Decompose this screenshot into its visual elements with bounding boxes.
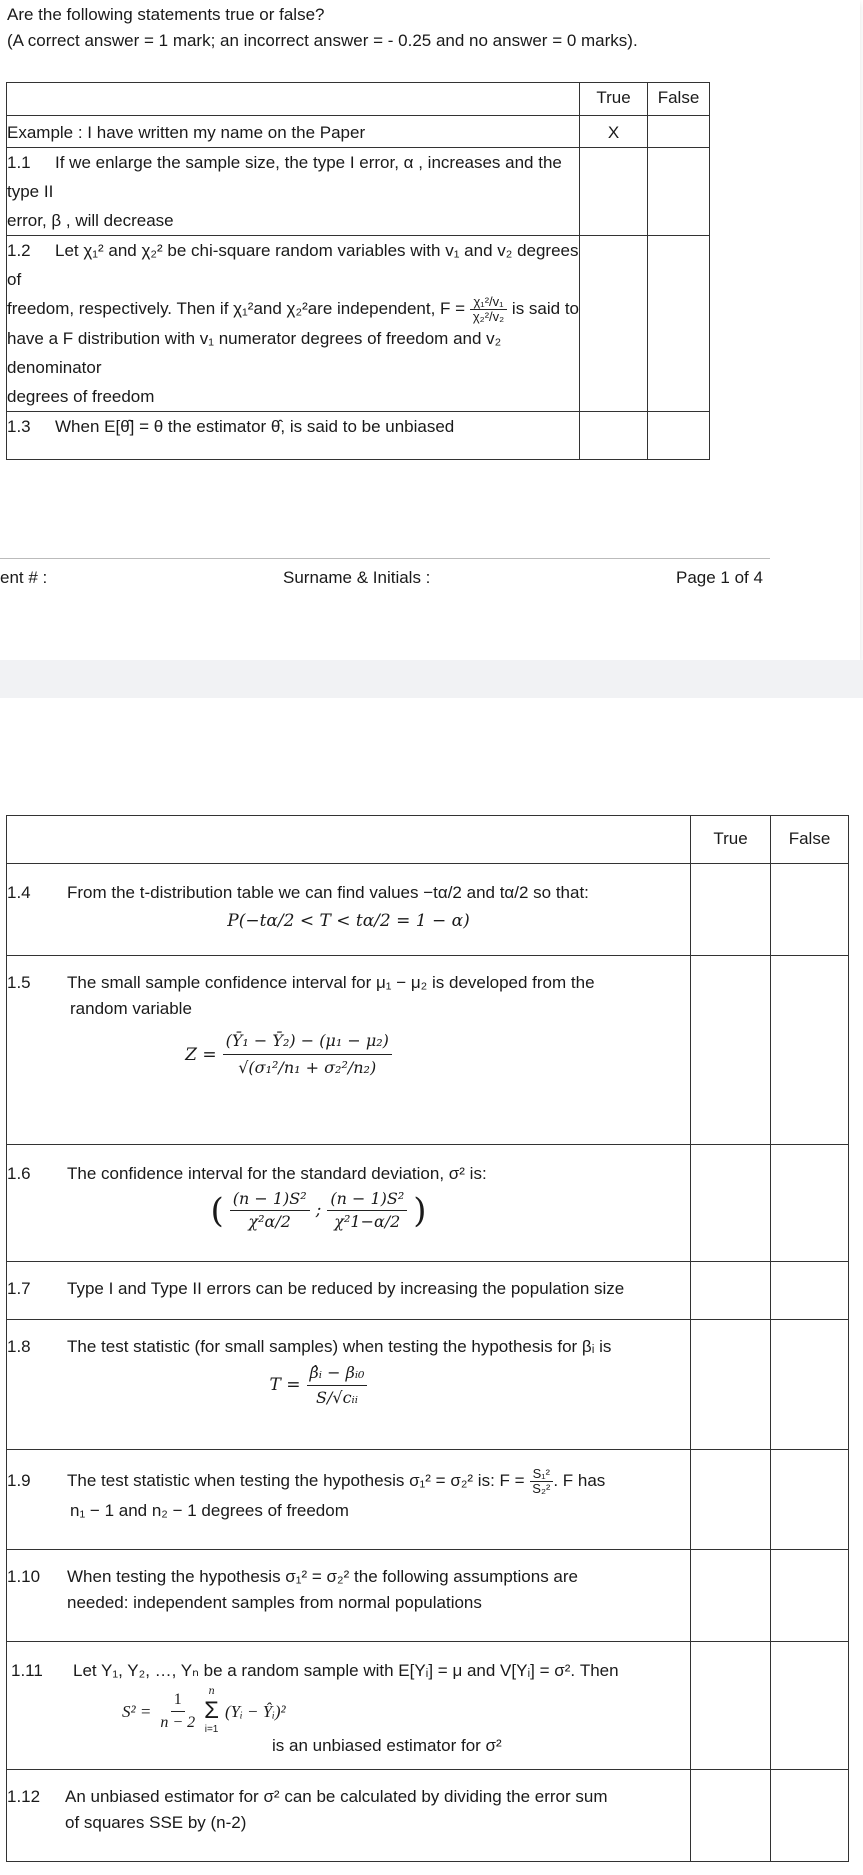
question-number: 1.8	[7, 1337, 31, 1356]
answer-false-cell[interactable]	[771, 1770, 849, 1862]
answer-false-cell[interactable]	[771, 956, 849, 1145]
question-number: 1.12	[7, 1787, 41, 1806]
header-blank	[7, 83, 580, 116]
interval-upper-denominator: χ²1−α/2	[334, 1212, 401, 1231]
question-row-1-7	[7, 1262, 849, 1320]
question-number: 1.9	[7, 1471, 31, 1490]
coefficient-denominator: n − 2	[160, 1713, 196, 1731]
summation-lower: i=1	[204, 1724, 219, 1735]
s-squared-lhs: S² =	[122, 1701, 152, 1721]
answer-true-cell[interactable]	[691, 1320, 771, 1450]
header-false: False	[771, 816, 849, 864]
question-1-10-text	[7, 1550, 691, 1642]
question-1-5-line-1: The small sample confidence interval for μ₁ − μ₂ is developed from the	[67, 973, 595, 992]
question-number: 1.2	[7, 241, 31, 260]
question-1-2-line-4: degrees of freedom	[7, 387, 155, 407]
t-denominator: S/√cᵢᵢ	[316, 1388, 358, 1407]
table-header-row	[7, 83, 710, 116]
f-numerator: S₁²	[530, 1467, 553, 1482]
answer-true-cell[interactable]	[580, 236, 648, 412]
question-number: 1.4	[7, 883, 31, 902]
question-1-7-text	[7, 1262, 691, 1320]
question-1-9-line-1b: . F has	[553, 1471, 606, 1490]
header-true: True	[691, 816, 771, 864]
question-row-1-3	[7, 412, 710, 460]
z-formula	[7, 1028, 690, 1081]
question-number: 1.1	[7, 153, 31, 172]
table-header-row	[7, 816, 849, 864]
interval-lower-denominator: χ²α/2	[248, 1212, 291, 1231]
question-number: 1.6	[7, 1164, 31, 1183]
answer-false-cell[interactable]	[771, 864, 849, 956]
right-paren: )	[413, 1190, 427, 1231]
question-1-9-text	[7, 1450, 691, 1550]
footer-page-number: Page 1 of 4	[676, 568, 763, 587]
question-1-4-text	[7, 864, 691, 956]
question-row-1-6	[7, 1145, 849, 1262]
question-1-10-line-2: needed: independent samples from normal populations	[67, 1593, 482, 1612]
question-row-1-9	[7, 1450, 849, 1550]
t-numerator: β̂ᵢ − βᵢ₀	[307, 1361, 368, 1386]
question-1-5-text	[7, 956, 691, 1145]
question-row-1-10	[7, 1550, 849, 1642]
answer-false-cell[interactable]	[771, 1642, 849, 1770]
answer-true-cell[interactable]	[691, 1770, 771, 1862]
question-1-1-line-1: If we enlarge the sample size, the type I error, α , increases and the type II	[7, 153, 562, 201]
answer-true-cell[interactable]	[691, 1642, 771, 1770]
left-paren: (	[210, 1190, 224, 1231]
question-1-3-statement: When E[θ̂] = θ the estimator θ̂, is said to be unbiased	[55, 417, 455, 437]
question-row-1-2	[7, 236, 710, 412]
question-row-1-4	[7, 864, 849, 956]
interval-lower-fraction	[230, 1188, 310, 1233]
question-table-page-1	[6, 82, 710, 460]
s-squared-coefficient	[157, 1689, 198, 1734]
question-number: 1.10	[7, 1567, 41, 1586]
question-1-2-line-3: have a F distribution with v₁ numerator degrees of freedom and v₂ denominator	[7, 329, 502, 378]
question-number: 1.5	[7, 973, 31, 992]
question-1-11-line-1: Let Y₁, Y₂, …, Yₙ be a random sample with E[Yᵢ] = μ and V[Yᵢ] = σ². Then	[73, 1661, 619, 1680]
z-numerator: (Ȳ₁ − Ȳ₂) − (μ₁ − μ₂)	[223, 1028, 392, 1055]
header-blank	[7, 816, 691, 864]
question-1-5-line-2: random variable	[70, 999, 192, 1018]
summation-term: (Yᵢ − Ŷᵢ)²	[224, 1701, 286, 1721]
question-1-4-formula: P(−tα/2 < T < tα/2 = 1 − α)	[227, 911, 470, 931]
footer-rule	[0, 558, 770, 559]
answer-true-cell[interactable]	[691, 1262, 771, 1320]
question-row-1-5	[7, 956, 849, 1145]
question-1-9-line-2: n₁ − 1 and n₂ − 1 degrees of freedom	[70, 1501, 349, 1520]
footer-student-number: ent # :	[0, 568, 48, 587]
interval-upper-fraction	[327, 1188, 407, 1233]
interval-lower-numerator: (n − 1)S²	[230, 1188, 310, 1211]
answer-true-cell[interactable]	[691, 1145, 771, 1262]
question-number: 1.7	[7, 1279, 31, 1298]
f-denominator: S₂²	[532, 1481, 551, 1497]
question-1-1-line-2: error, β , will decrease	[7, 211, 174, 230]
z-formula-lhs: Z =	[185, 1044, 217, 1065]
question-1-11-text	[7, 1642, 691, 1770]
question-row-1-8	[7, 1320, 849, 1450]
answer-false-cell[interactable]	[771, 1320, 849, 1450]
sigma-icon: Σ	[204, 1697, 219, 1724]
answer-true-cell[interactable]	[691, 1550, 771, 1642]
t-formula	[7, 1361, 690, 1410]
question-table-page-2	[6, 815, 849, 1862]
question-1-3-text	[7, 412, 580, 460]
question-1-2-line-1: Let χ₁² and χ₂² be chi-square random variables with v₁ and v₂ degrees of	[7, 241, 579, 289]
footer-surname: Surname & Initials :	[283, 568, 431, 587]
t-formula-lhs: T =	[269, 1375, 301, 1395]
question-1-12-line-1: An unbiased estimator for σ² can be calculated by dividing the error sum	[65, 1787, 608, 1806]
example-row	[7, 116, 710, 148]
page-gap	[0, 660, 863, 698]
question-1-6-line-1: The confidence interval for the standard deviation, σ² is:	[67, 1164, 487, 1183]
question-1-4-line-1: From the t-distribution table we can find values −tα/2 and tα/2 so that:	[67, 883, 589, 902]
f-ratio-fraction	[470, 295, 507, 324]
answer-true-cell[interactable]	[691, 956, 771, 1145]
instructions-line-1: Are the following statements true or false?	[7, 5, 325, 24]
z-fraction	[223, 1028, 392, 1081]
question-row-1-11	[7, 1642, 849, 1770]
example-true-mark[interactable]: X	[580, 116, 648, 148]
question-1-7-statement: Type I and Type II errors can be reduced by increasing the population size	[67, 1279, 625, 1298]
sd-interval-formula	[7, 1188, 690, 1233]
question-1-8-text	[7, 1320, 691, 1450]
answer-false-cell[interactable]	[771, 1145, 849, 1262]
question-number: 1.11	[11, 1661, 43, 1680]
answer-true-cell[interactable]	[580, 412, 648, 460]
instructions-line-2: (A correct answer = 1 mark; an incorrect answer = - 0.25 and no answer = 0 marks).	[7, 31, 638, 50]
coefficient-numerator: 1	[171, 1689, 185, 1712]
answer-false-cell[interactable]	[771, 1450, 849, 1550]
question-number: 1.3	[7, 417, 31, 437]
question-row-1-12	[7, 1770, 849, 1862]
answer-false-cell[interactable]	[648, 148, 710, 236]
question-1-2-text	[7, 236, 580, 412]
s-squared-formula	[7, 1685, 690, 1737]
answer-true-cell[interactable]	[691, 1450, 771, 1550]
answer-true-cell[interactable]	[691, 864, 771, 956]
separator: ;	[315, 1200, 322, 1220]
f-statistic-fraction	[529, 1467, 553, 1496]
question-1-9-line-1a: The test statistic when testing the hypothesis σ₁² = σ₂² is: F =	[67, 1471, 530, 1490]
summation	[204, 1685, 219, 1737]
answer-false-cell[interactable]	[771, 1550, 849, 1642]
question-1-2-line-2a: freedom, respectively. Then if χ₁²and χ₂²are independent, F =	[7, 299, 470, 318]
answer-false-cell[interactable]	[771, 1262, 849, 1320]
question-1-12-text	[7, 1770, 691, 1862]
question-1-12-line-2: of squares SSE by (n-2)	[65, 1813, 247, 1832]
z-denominator: √(σ₁²/n₁ + σ₂²/n₂)	[238, 1058, 377, 1077]
answer-false-cell[interactable]	[648, 412, 710, 460]
question-1-11-tail: is an unbiased estimator for σ²	[272, 1736, 502, 1755]
question-1-10-line-1: When testing the hypothesis σ₁² = σ₂² the following assumptions are	[67, 1567, 578, 1586]
answer-false-cell[interactable]	[648, 236, 710, 412]
question-1-2-line-2b: is said to	[507, 299, 579, 318]
f-ratio-denominator: χ₂²/v₂	[472, 309, 505, 325]
question-row-1-1	[7, 148, 710, 236]
answer-true-cell[interactable]	[580, 148, 648, 236]
example-false-cell[interactable]	[648, 116, 710, 148]
t-fraction	[307, 1361, 368, 1410]
question-1-6-text	[7, 1145, 691, 1262]
summation-upper: n	[208, 1686, 215, 1697]
interval-upper-numerator: (n − 1)S²	[327, 1188, 407, 1211]
question-1-1-text	[7, 148, 580, 236]
example-text: Example : I have written my name on the Paper	[7, 116, 580, 148]
question-1-8-line-1: The test statistic (for small samples) when testing the hypothesis for βᵢ is	[67, 1337, 612, 1356]
header-false: False	[648, 83, 710, 116]
f-ratio-numerator: χ₁²/v₁	[470, 295, 506, 310]
header-true: True	[580, 83, 648, 116]
page-1	[0, 0, 860, 660]
